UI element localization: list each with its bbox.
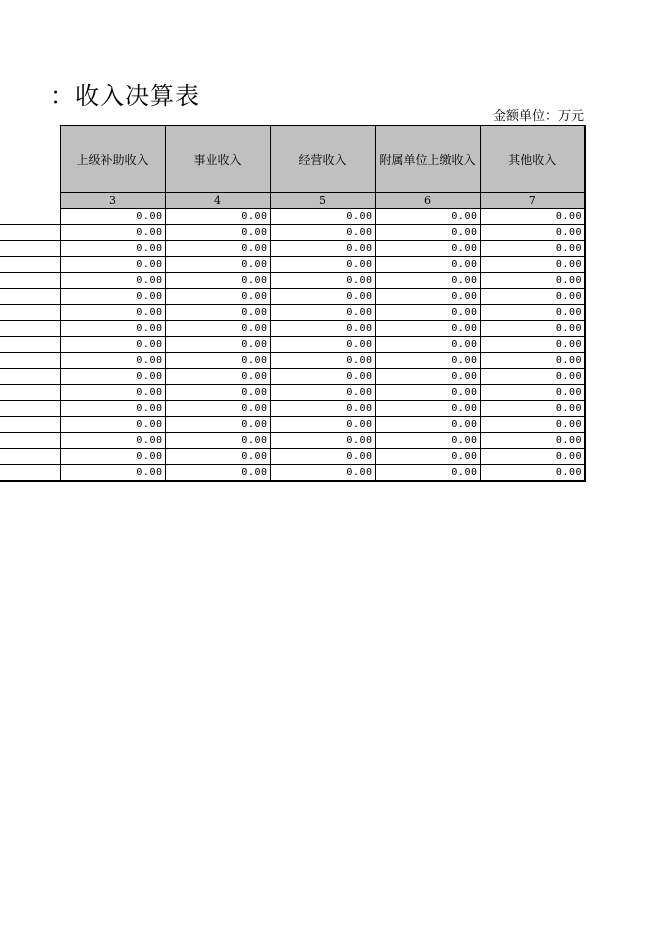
row-cut-cell — [0, 225, 60, 241]
amount-cell: 0.00 — [375, 369, 480, 385]
column-number: 6 — [375, 193, 480, 209]
amount-cell: 0.00 — [270, 401, 375, 417]
amount-cell: 0.00 — [165, 417, 270, 433]
row-cut-cell — [0, 449, 60, 465]
table-row — [0, 241, 585, 257]
amount-cell: 0.00 — [60, 401, 165, 417]
report-title: ：收入决算表 — [50, 82, 200, 110]
amount-cell: 0.00 — [60, 433, 165, 449]
amount-cell: 0.00 — [270, 417, 375, 433]
amount-cell: 0.00 — [480, 305, 585, 321]
amount-cell: 0.00 — [480, 321, 585, 337]
amount-cell: 0.00 — [165, 289, 270, 305]
amount-cell: 0.00 — [480, 225, 585, 241]
column-number-cut — [0, 193, 60, 209]
row-cut-cell — [0, 417, 60, 433]
amount-cell: 0.00 — [60, 273, 165, 289]
amount-cell: 0.00 — [375, 241, 480, 257]
amount-cell: 0.00 — [60, 385, 165, 401]
amount-cell: 0.00 — [375, 209, 480, 225]
amount-cell: 0.00 — [270, 465, 375, 482]
amount-cell: 0.00 — [480, 273, 585, 289]
table-row — [0, 353, 585, 369]
amount-cell: 0.00 — [480, 209, 585, 225]
amount-cell: 0.00 — [165, 241, 270, 257]
table-row — [0, 433, 585, 449]
amount-cell: 0.00 — [165, 337, 270, 353]
amount-cell: 0.00 — [480, 337, 585, 353]
row-cut-cell — [0, 353, 60, 369]
amount-cell: 0.00 — [165, 449, 270, 465]
header-cell: 附属单位上缴收入 — [375, 126, 480, 193]
row-cut-cell — [0, 289, 60, 305]
header-cell: 其他收入 — [480, 126, 585, 193]
amount-cell: 0.00 — [165, 353, 270, 369]
amount-cell: 0.00 — [480, 465, 585, 482]
amount-cell: 0.00 — [480, 353, 585, 369]
table-row — [0, 257, 585, 273]
amount-cell: 0.00 — [270, 305, 375, 321]
amount-cell: 0.00 — [60, 321, 165, 337]
amount-cell: 0.00 — [60, 353, 165, 369]
amount-cell: 0.00 — [165, 385, 270, 401]
column-number: 7 — [480, 193, 585, 209]
header-cell: 事业收入 — [165, 126, 270, 193]
amount-cell: 0.00 — [375, 449, 480, 465]
amount-cell: 0.00 — [60, 257, 165, 273]
table-row — [0, 465, 585, 482]
table-row — [0, 401, 585, 417]
row-cut-cell — [0, 385, 60, 401]
amount-cell: 0.00 — [375, 465, 480, 482]
amount-cell: 0.00 — [375, 273, 480, 289]
income-table-body — [0, 126, 585, 482]
table-row — [0, 305, 585, 321]
row-cut-cell — [0, 465, 60, 482]
column-number: 4 — [165, 193, 270, 209]
row-cut-cell — [0, 273, 60, 289]
amount-cell: 0.00 — [375, 289, 480, 305]
row-cut-cell — [0, 321, 60, 337]
amount-cell: 0.00 — [270, 449, 375, 465]
amount-cell: 0.00 — [270, 353, 375, 369]
amount-cell: 0.00 — [270, 369, 375, 385]
row-cut-cell — [0, 401, 60, 417]
amount-cell: 0.00 — [60, 241, 165, 257]
amount-unit-label: 金额单位：万元 — [492, 109, 584, 124]
table-row — [0, 385, 585, 401]
table-row — [0, 337, 585, 353]
income-table — [0, 125, 586, 482]
amount-cell: 0.00 — [270, 241, 375, 257]
amount-cell: 0.00 — [375, 401, 480, 417]
header-cell: 经营收入 — [270, 126, 375, 193]
amount-cell: 0.00 — [375, 257, 480, 273]
amount-cell: 0.00 — [165, 369, 270, 385]
row-cut-cell — [0, 209, 60, 225]
amount-cell: 0.00 — [270, 433, 375, 449]
amount-cell: 0.00 — [165, 209, 270, 225]
amount-cell: 0.00 — [165, 321, 270, 337]
table-row — [0, 321, 585, 337]
amount-cell: 0.00 — [480, 241, 585, 257]
amount-cell: 0.00 — [60, 465, 165, 482]
amount-cell: 0.00 — [60, 417, 165, 433]
row-cut-cell — [0, 433, 60, 449]
amount-cell: 0.00 — [60, 337, 165, 353]
amount-cell: 0.00 — [375, 433, 480, 449]
amount-cell: 0.00 — [375, 321, 480, 337]
row-cut-cell — [0, 257, 60, 273]
amount-cell: 0.00 — [375, 417, 480, 433]
amount-cell: 0.00 — [270, 385, 375, 401]
amount-cell: 0.00 — [60, 209, 165, 225]
amount-cell: 0.00 — [480, 433, 585, 449]
table-row — [0, 273, 585, 289]
amount-cell: 0.00 — [480, 369, 585, 385]
amount-cell: 0.00 — [165, 305, 270, 321]
amount-cell: 0.00 — [375, 305, 480, 321]
amount-cell: 0.00 — [270, 321, 375, 337]
column-number: 5 — [270, 193, 375, 209]
header-cell: 上级补助收入 — [60, 126, 165, 193]
amount-cell: 0.00 — [270, 273, 375, 289]
amount-cell: 0.00 — [375, 225, 480, 241]
amount-cell: 0.00 — [60, 305, 165, 321]
amount-cell: 0.00 — [60, 369, 165, 385]
amount-cell: 0.00 — [375, 353, 480, 369]
amount-cell: 0.00 — [270, 337, 375, 353]
header-cell-cut — [0, 126, 60, 193]
table-row — [0, 369, 585, 385]
amount-cell: 0.00 — [375, 337, 480, 353]
amount-cell: 0.00 — [270, 209, 375, 225]
amount-cell: 0.00 — [480, 289, 585, 305]
amount-cell: 0.00 — [480, 401, 585, 417]
row-cut-cell — [0, 369, 60, 385]
amount-cell: 0.00 — [480, 417, 585, 433]
amount-cell: 0.00 — [480, 449, 585, 465]
amount-cell: 0.00 — [480, 385, 585, 401]
table-row — [0, 289, 585, 305]
amount-cell: 0.00 — [480, 257, 585, 273]
table-row — [0, 209, 585, 225]
amount-cell: 0.00 — [165, 433, 270, 449]
amount-cell: 0.00 — [60, 225, 165, 241]
amount-cell: 0.00 — [165, 465, 270, 482]
amount-cell: 0.00 — [165, 225, 270, 241]
amount-cell: 0.00 — [270, 289, 375, 305]
column-number-row — [0, 193, 585, 209]
row-cut-cell — [0, 337, 60, 353]
amount-cell: 0.00 — [375, 385, 480, 401]
amount-cell: 0.00 — [165, 257, 270, 273]
header-row — [0, 126, 585, 193]
row-cut-cell — [0, 305, 60, 321]
column-number: 3 — [60, 193, 165, 209]
row-cut-cell — [0, 241, 60, 257]
amount-cell: 0.00 — [60, 449, 165, 465]
table-row — [0, 417, 585, 433]
amount-cell: 0.00 — [165, 401, 270, 417]
table-row — [0, 225, 585, 241]
table-row — [0, 449, 585, 465]
amount-cell: 0.00 — [165, 273, 270, 289]
amount-cell: 0.00 — [270, 225, 375, 241]
amount-cell: 0.00 — [270, 257, 375, 273]
amount-cell: 0.00 — [60, 289, 165, 305]
